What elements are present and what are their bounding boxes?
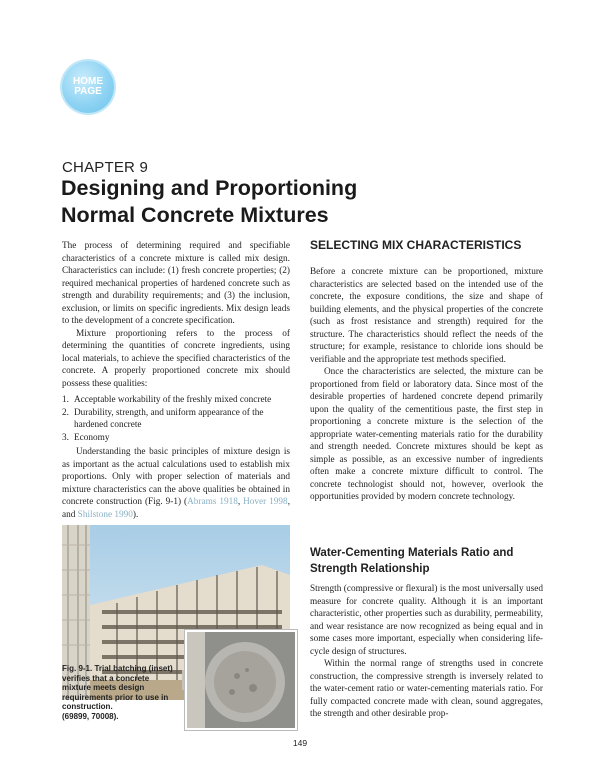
page-number: 149: [292, 738, 308, 748]
subsection-heading: Water-Cementing Materials Ratio and Strength Relationship: [310, 547, 514, 575]
right-column: [310, 266, 543, 504]
right-paragraph-1: Before a concrete mixture can be proportioned, mixture characteristics are selected based on the intended use of the concrete, the exposure conditions, the size and shape of building elements, and the physical properties of the concrete (such as frost resistance and strength) required for the structure. The characteristics should reflect the needs of the structure; for example, resistance to chloride ions should be verifiable and the appropriate test methods specified.: [310, 267, 543, 365]
left-column: [62, 240, 290, 521]
page-title: [61, 175, 391, 229]
section-heading: SELECTING MIX CHARACTERISTICS: [310, 238, 522, 252]
list-item: 3. Economy: [62, 432, 110, 443]
title-line1: Designing and Proportioning: [61, 176, 358, 200]
right-column-2: [310, 583, 543, 721]
citation-link-shilstone[interactable]: Shilstone 1990: [77, 509, 133, 520]
right-paragraph-4: Within the normal range of strengths used in concrete construction, the compressive strength is inversely related to the water-cement ratio or water-cementing materials ratio. For fully compacted concrete made with clean, sound aggregates, the strength and other desirable prop-: [310, 659, 543, 719]
home-page-button[interactable]: [62, 61, 114, 113]
qualities-list: [62, 394, 290, 444]
right-paragraph-3: Strength (compressive or flexural) is the most universally used measure for concrete quality. Although it is an important characteristic, other properties such as durability, permeability, and wear resistance are now recognized as being equal and in some cases more important, especially when considering life-cycle design of structures.: [310, 584, 543, 657]
list-item: 2. Durability, strength, and uniform appearance of the hardened concrete: [62, 407, 264, 430]
citation-link-abrams[interactable]: Abrams 1918: [187, 497, 238, 507]
list-item: 1. Acceptable workability of the freshly mixed concrete: [62, 395, 272, 405]
right-paragraph-2: Once the characteristics are selected, the mixture can be proportioned from field or laboratory data. Since most of the desirable properties of hardened concrete depend primarily upon the quality of the cementitious paste, the first step in proportioning a concrete mixture is the selection of the appropriate water-cementing materials ratio for the durability and strength needed. Concrete mixtures should be kept as simple as possible, as an excessive number of ingredients often make a concrete mixture difficult to control. The concrete technologist should not, however, overlook the opportunities provided by modern concrete technology.: [310, 367, 543, 502]
left-paragraph-2: Mixture proportioning refers to the process of determining the quantities of concrete ingredients, using local materials, to achieve the specified characteristics of the concrete. A properly proportioned concrete mix should possess these qualities:: [62, 328, 290, 389]
chapter-label: CHAPTER 9: [62, 159, 148, 176]
title-line2: Normal Concrete Mixtures: [61, 203, 329, 227]
left-paragraph-3: Understanding the basic principles of mixture design is as important as the actual calculations used to establish mix proportions. Only with proper selection of materials and mixture characteristics can the above qualities be obtained in concrete construction (Fig. 9-1) (Abrams 1918, Hover 1998, and Shilstone 1990).: [62, 447, 290, 520]
trial-batch-inset-photo: [185, 630, 297, 730]
home-button-line2: PAGE: [74, 86, 102, 97]
home-button-line1: HOME: [73, 76, 103, 87]
figure-caption: Fig. 9-1. Trial batching (inset) verifies that a concrete mixture meets design requirements prior to use in construction. (69899, 70008).: [62, 664, 173, 721]
left-paragraph-1: The process of determining required and specifiable characteristics of a concrete mixture is called mix design. Characteristics can include: (1) fresh concrete properties; (2) required mechanical properties of hardened concrete such as strength and durability requirements; and (3) the inclusion, exclusion, or limits on specific ingredients. Mix design leads to the development of a concrete specification.: [62, 241, 290, 326]
citation-link-hover[interactable]: Hover 1998: [243, 497, 288, 507]
